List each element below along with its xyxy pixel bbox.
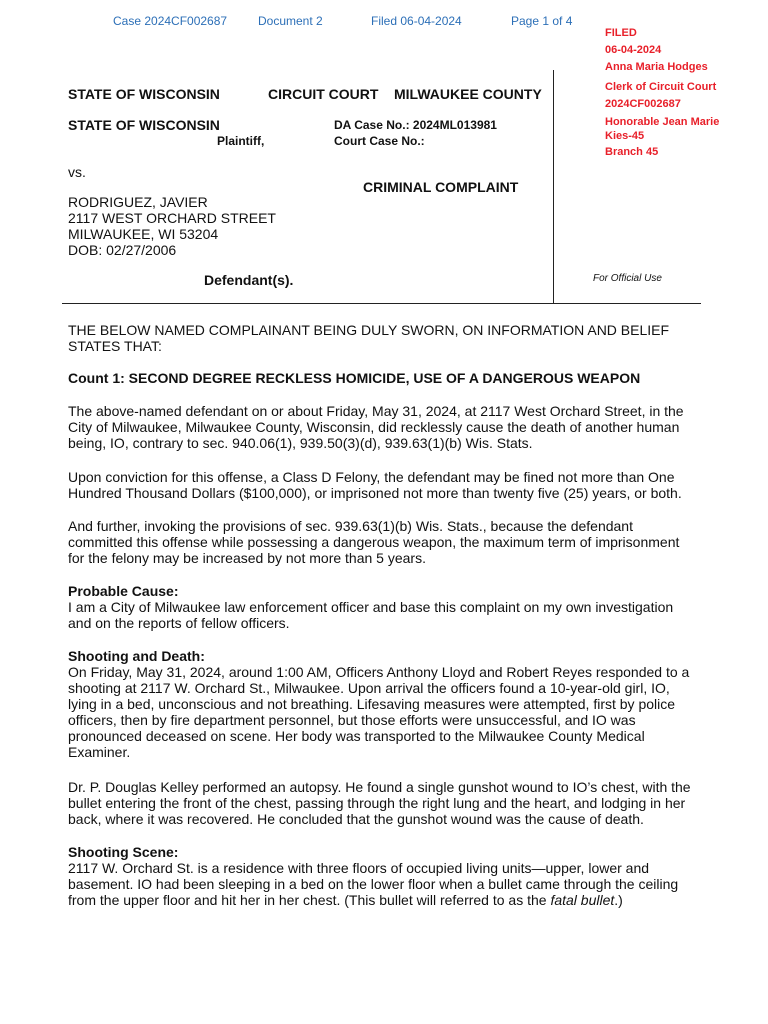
shooting-death-section	[68, 648, 698, 760]
filed-stamp-line: Kies-45	[605, 130, 645, 142]
probable-cause-section	[68, 583, 698, 631]
count-heading	[68, 370, 698, 386]
count1-title: Count 1: SECOND DEGREE RECKLESS HOMICIDE, USE OF A DANGEROUS WEAPON	[68, 370, 641, 386]
enhancer-text: And further, invoking the provisions of sec. 939.63(1)(b) Wis. Stats., because the defendant committed this offense while possessing a dangerous weapon, the maximum term of imprisonment for the felony may be increased by not more than 5 years.	[68, 518, 680, 566]
probable-cause-text: I am a City of Milwaukee law enforcement officer and base this complaint on my own investigation and on the reports of fellow officers.	[68, 599, 674, 631]
defendant-city: MILWAUKEE, WI 53204	[68, 226, 219, 242]
penalty-text: Upon conviction for this offense, a Class D Felony, the defendant may be fined not more than One Hundred Thousand Dollars ($100,000), or imprisoned not more than twenty five (25) years, or both.	[68, 469, 682, 501]
probable-cause-heading: Probable Cause:	[68, 583, 179, 599]
filed-stamp-line: Honorable Jean Marie	[605, 116, 720, 128]
intro-statement	[68, 322, 698, 354]
filed-stamp-line: 2024CF002687	[605, 98, 681, 110]
scene-text-italic: fatal bullet	[550, 892, 615, 908]
autopsy-text: Dr. P. Douglas Kelley performed an autopsy. He found a single gunshot wound to IO’s chest, with the bullet entering the front of the chest, passing through the right lung and the heart, and lodging in her back, where it was recovered. He concluded that the gunshot wound was the cause of death.	[68, 779, 691, 827]
shooting-death-text: On Friday, May 31, 2024, around 1:00 AM, Officers Anthony Lloyd and Robert Reyes responded to a shooting at 2117 W. Orchard St., Milwaukee. Upon arrival the officers found a 10-year-old girl, IO, lying in a bed, unconscious and not breathing. Lifesaving measures were attempted, first by police officers, then by fire department personnel, but those efforts were unsuccessful, and IO was pronounced deceased on scene. Her body was transported to the Milwaukee County Medical Examiner.	[68, 664, 690, 760]
enhancer-paragraph	[68, 518, 698, 566]
filed-stamp-line: Clerk of Circuit Court	[605, 81, 717, 93]
defendant-dob: DOB: 02/27/2006	[68, 242, 177, 258]
plaintiff-label: Plaintiff,	[217, 134, 265, 148]
versus: vs.	[68, 164, 86, 180]
filed-stamp-line: Anna Maria Hodges	[605, 61, 708, 73]
defendant-name: RODRIGUEZ, JAVIER	[68, 194, 208, 210]
defendant-street: 2117 WEST ORCHARD STREET	[68, 210, 276, 226]
case-number: Case 2024CF002687	[113, 14, 228, 28]
court-state: STATE OF WISCONSIN	[68, 86, 220, 102]
official-use-label: For Official Use	[593, 273, 662, 284]
caption-horizontal-rule	[62, 303, 701, 304]
charge-paragraph	[68, 403, 698, 451]
scene-text-main: 2117 W. Orchard St. is a residence with three floors of occupied living units—upper, lower and basement. IO had been sleeping in a bed on the lower floor when a bullet came through the ceiling from the upper floor and hit her in her chest. (This bullet will referred to as the	[68, 860, 679, 908]
plaintiff-name: STATE OF WISCONSIN	[68, 117, 220, 133]
document-title: CRIMINAL COMPLAINT	[363, 179, 519, 195]
filed-stamp-line: 06-04-2024	[605, 44, 662, 56]
charge-text: The above-named defendant on or about Friday, May 31, 2024, at 2117 West Orchard Street, in the City of Milwaukee, Milwaukee County, Wisconsin, did recklessly cause the death of another human being, IO, contrary to sec. 940.06(1), 939.50(3)(d), 939.63(1)(b) Wis. Stats.	[68, 403, 684, 451]
scene-text-end: .)	[614, 892, 623, 908]
penalty-paragraph	[68, 469, 698, 501]
shooting-scene-heading: Shooting Scene:	[68, 844, 179, 860]
filed-stamp	[605, 25, 719, 161]
caption-vertical-rule	[553, 70, 554, 304]
document-number: Document 2	[258, 14, 323, 28]
page-indicator: Page 1 of 4	[511, 14, 573, 28]
shooting-scene-text	[68, 860, 698, 908]
intro-text: THE BELOW NAMED COMPLAINANT BEING DULY SWORN, ON INFORMATION AND BELIEF STATES THAT:	[68, 322, 670, 354]
defendant-label: Defendant(s).	[204, 272, 294, 288]
filed-stamp-line: Branch 45	[605, 146, 659, 158]
shooting-scene-section	[68, 844, 698, 908]
filed-date: Filed 06-04-2024	[371, 14, 462, 28]
shooting-death-heading: Shooting and Death:	[68, 648, 205, 664]
autopsy-paragraph	[68, 779, 698, 827]
da-case-number: DA Case No.: 2024ML013981	[334, 118, 497, 132]
court-county: MILWAUKEE COUNTY	[394, 86, 542, 102]
court-case-number: Court Case No.:	[334, 134, 425, 148]
court-type: CIRCUIT COURT	[268, 86, 379, 102]
filed-stamp-line: FILED	[605, 27, 637, 39]
